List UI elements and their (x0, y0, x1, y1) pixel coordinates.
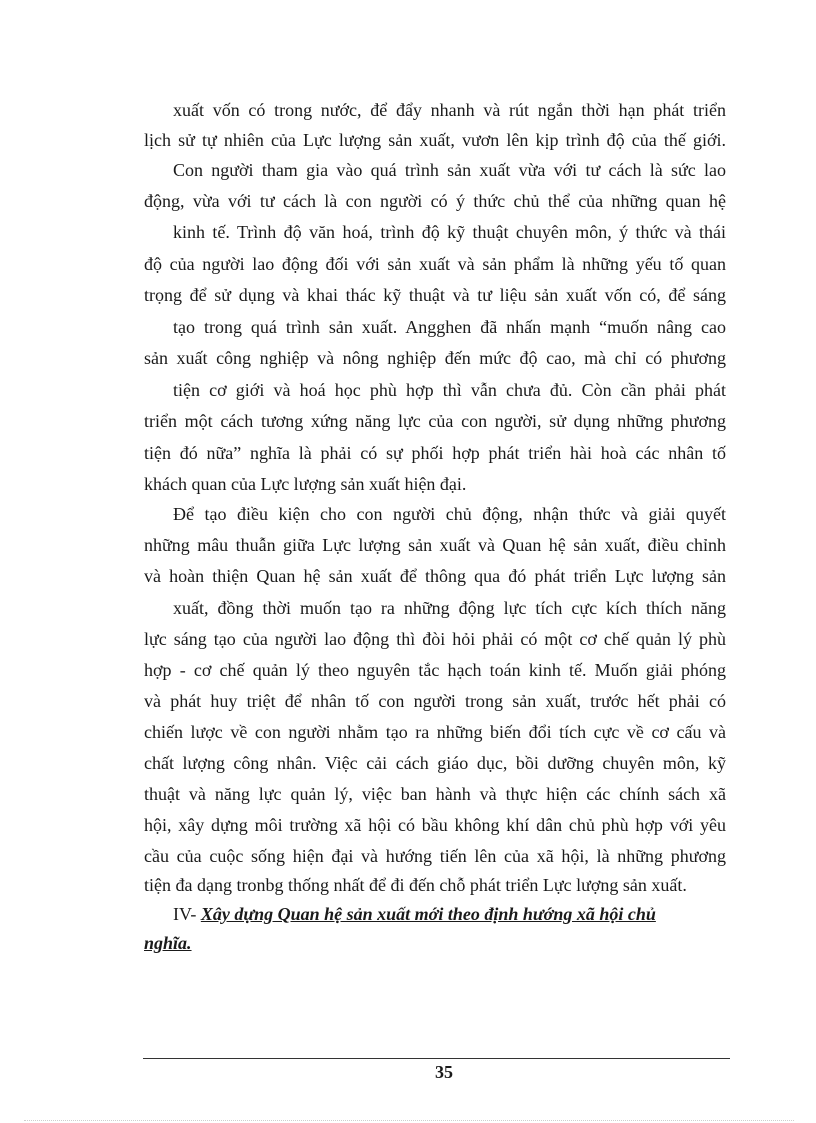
body-line: lực sáng tạo của người lao động thì đòi hỏi phải có một cơ chế quản lý phù (144, 629, 726, 649)
body-line: và hoàn thiện Quan hệ sản xuất để thông qua đó phát triển Lực lượng sản (144, 566, 726, 586)
body-line: sản xuất công nghiệp và nông nghiệp đến mức độ cao, mà chỉ có phương (144, 348, 726, 368)
body-line: tiện đa dạng tronbg thống nhất để đi đến chỗ phát triển Lực lượng sản xuất. (144, 875, 687, 895)
body-line: hội, xây dựng môi trường xã hội có bầu không khí dân chủ phù hợp với yêu (144, 815, 726, 835)
body-line: thuật và năng lực quản lý, việc ban hành và thực hiện các chính sách xã (144, 784, 726, 804)
page-number: 35 (435, 1062, 453, 1082)
body-line: động, vừa với tư cách là con người có ý thức chủ thể của những quan hệ (144, 191, 726, 211)
body-line: Con người tham gia vào quá trình sản xuất vừa với tư cách là sức lao (173, 160, 726, 180)
body-line: triển một cách tương xứng năng lực của con người, sử dụng những phương (144, 411, 726, 431)
section-heading-number: IV- (173, 904, 197, 924)
body-line: tiện đó nữa” nghĩa là phải có sự phối hợp phát triển hài hoà các nhân tố (144, 443, 726, 463)
section-heading (173, 903, 733, 925)
body-line: chiến lược về con người nhằm tạo ra những biến đổi tích cực về cơ cấu và (144, 722, 726, 742)
body-line: tiện cơ giới và hoá học phù hợp thì vẫn chưa đủ. Còn cần phải phát (173, 380, 726, 400)
body-line: những mâu thuẫn giữa Lực lượng sản xuất và Quan hệ sản xuất, điều chỉnh (144, 535, 726, 555)
section-heading-title: Xây dựng Quan hệ sản xuất mới theo định hướng xã hội chủ (200, 904, 656, 924)
body-line: và phát huy triệt để nhân tố con người trong sản xuất, trước hết phải có (144, 691, 726, 711)
body-line: kinh tế. Trình độ văn hoá, trình độ kỹ thuật chuyên môn, ý thức và thái (173, 222, 726, 242)
footer-divider (143, 1058, 730, 1059)
body-line: độ của người lao động đối với sản xuất và sản phẩm là những yếu tố quan (144, 254, 726, 274)
body-line: hợp - cơ chế quản lý theo nguyên tắc hạch toán kinh tế. Muốn giải phóng (144, 660, 726, 680)
section-heading-title-continued: nghĩa. (144, 933, 192, 953)
body-line: lịch sử tự nhiên của Lực lượng sản xuất, vươn lên kịp trình độ của thế giới. (144, 130, 726, 150)
body-line: chất lượng công nhân. Việc cải cách giáo dục, bồi dưỡng chuyên môn, kỹ (144, 753, 726, 773)
body-line: trọng để sử dụng và khai thác kỹ thuật và tư liệu sản xuất vốn có, để sáng (144, 285, 726, 305)
body-line: xuất, đồng thời muốn tạo ra những động lực tích cực kích thích năng (173, 598, 726, 618)
body-line: Để tạo điều kiện cho con người chủ động, nhận thức và giải quyết (173, 504, 726, 524)
body-line: tạo trong quá trình sản xuất. Angghen đã nhấn mạnh “muốn nâng cao (173, 317, 726, 337)
body-line: cầu của cuộc sống hiện đại và hướng tiến lên của xã hội, là những phương (144, 846, 726, 866)
body-line: khách quan của Lực lượng sản xuất hiện đại. (144, 474, 467, 494)
body-line: xuất vốn có trong nước, để đẩy nhanh và rút ngắn thời hạn phát triển (173, 100, 726, 120)
page-bottom-border (24, 1120, 794, 1121)
